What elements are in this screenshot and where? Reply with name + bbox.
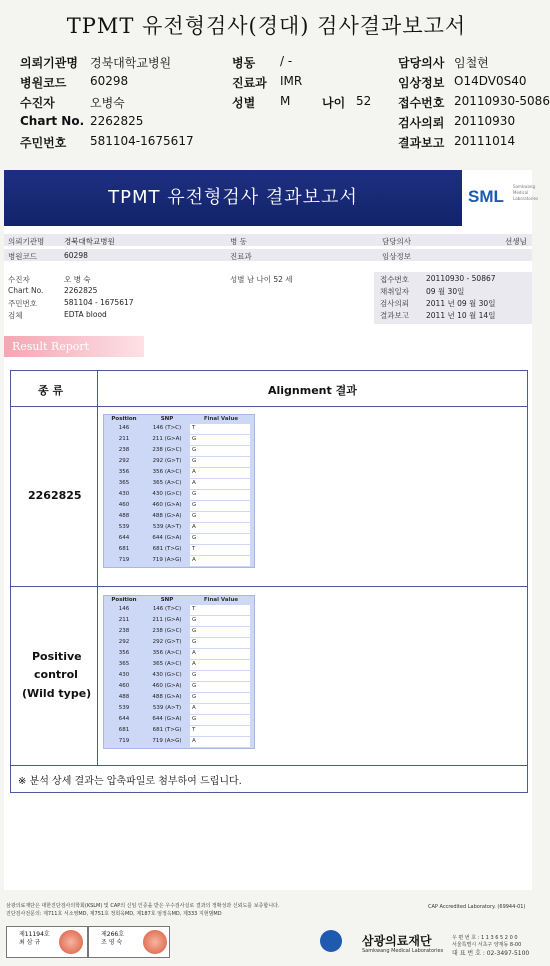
- snp-row: [104, 693, 254, 703]
- field-label: 결과보고: [398, 136, 445, 150]
- field-label: 담당의사: [398, 56, 445, 70]
- snp-header-cell: Position: [111, 416, 137, 422]
- sml-logo: SML: [468, 187, 504, 206]
- snp-cell: 365 (A>C): [152, 480, 182, 486]
- snp-cell: 539: [118, 705, 130, 711]
- stamp-2-icon: [143, 930, 167, 954]
- snp-cell: 146: [118, 606, 130, 612]
- field-label: 검사의뢰: [398, 116, 445, 130]
- snp-cell: 488: [118, 694, 130, 700]
- snp-table-patient: [103, 414, 255, 568]
- snp-cell: G: [190, 616, 250, 626]
- org-name-en: Samkwang Medical Laboratories: [362, 948, 444, 954]
- snp-cell: A: [190, 479, 250, 489]
- field-value: M: [280, 94, 291, 108]
- snp-table-control: [103, 595, 255, 749]
- snp-cell: 460: [118, 502, 130, 508]
- snp-cell: G: [190, 682, 250, 692]
- field-label: Chart No.: [8, 286, 44, 295]
- snp-row: [104, 671, 254, 681]
- doctor-label: 담당의사: [382, 237, 411, 246]
- snp-row: [104, 726, 254, 736]
- snp-cell: 365: [118, 480, 130, 486]
- field-label: 병원코드: [20, 76, 67, 90]
- field-value: 경북대학교병원: [64, 237, 115, 246]
- address-line-2: 서울특별시 서초구 양재동 8-00: [452, 942, 522, 948]
- field-label: 검사의뢰: [380, 299, 409, 308]
- snp-cell: 430: [118, 672, 130, 678]
- seal-2-name: 조 영 숙: [101, 939, 123, 946]
- snp-cell: 238: [118, 628, 130, 634]
- snp-row: [104, 490, 254, 500]
- snp-cell: T: [190, 726, 250, 736]
- snp-header-row: [104, 596, 254, 605]
- snp-row: [104, 479, 254, 489]
- snp-cell: 356: [118, 650, 130, 656]
- snp-cell: 681: [118, 727, 130, 733]
- field-label: 성별: [232, 96, 256, 110]
- snp-cell: T: [190, 605, 250, 615]
- sample-label-control-2: control: [34, 668, 78, 681]
- snp-cell: 356 (A>C): [152, 650, 182, 656]
- col-header-type: 종 류: [38, 384, 64, 397]
- snp-cell: G: [190, 638, 250, 648]
- snp-cell: G: [190, 671, 250, 681]
- snp-cell: 146 (T>C): [152, 606, 182, 612]
- report-banner: TPMT 유전형검사 결과보고서: [4, 170, 462, 226]
- org-logo-icon: [320, 930, 342, 952]
- field-label: Chart No.: [20, 114, 85, 128]
- snp-row: [104, 534, 254, 544]
- snp-cell: 681 (T>G): [152, 546, 182, 552]
- snp-row: [104, 616, 254, 626]
- snp-row: [104, 446, 254, 456]
- address-line-1: 우 편 번 호 : 1 1 3 6 5 2 0 0: [452, 935, 518, 941]
- snp-cell: 719 (A>G): [152, 738, 182, 744]
- field-value: 09 월 30일: [426, 287, 465, 296]
- footer-cap: CAP Accredited Laboratory. (69944-01): [428, 904, 526, 910]
- field-label: 주민번호: [20, 136, 67, 150]
- snp-cell: 211: [118, 436, 130, 442]
- result-report-tab: Result Report: [4, 336, 144, 357]
- snp-cell: 719: [118, 738, 130, 744]
- field-label: 접수번호: [380, 275, 409, 284]
- field-value: / -: [280, 54, 293, 68]
- snp-cell: A: [190, 556, 250, 566]
- document-title: TPMT 유전형검사(경대) 검사결과보고서: [66, 14, 467, 38]
- snp-cell: 644 (G>A): [152, 716, 182, 722]
- snp-cell: G: [190, 501, 250, 511]
- field-label: 진료과: [232, 76, 267, 90]
- snp-cell: 292 (G>T): [152, 458, 182, 464]
- snp-cell: T: [190, 545, 250, 555]
- snp-cell: 644: [118, 716, 130, 722]
- seal-1-name: 최 삼 규: [19, 939, 41, 946]
- snp-cell: 238 (G>C): [152, 447, 182, 453]
- gender-age-line: 성별 남 나이 52 세: [230, 275, 293, 284]
- snp-cell: G: [190, 627, 250, 637]
- snp-cell: A: [190, 649, 250, 659]
- field-value: 오병숙: [90, 96, 125, 110]
- snp-cell: 238 (G>C): [152, 628, 182, 634]
- sml-logo-subtitle: Samkwang Medical Laboratories: [513, 184, 539, 201]
- snp-cell: 681: [118, 546, 130, 552]
- snp-cell: 539 (A>T): [152, 524, 182, 530]
- seal-1: [6, 926, 88, 958]
- field-label: 수진자: [20, 96, 55, 110]
- address-line-3: 대 표 번 호 : 02-3497-5100: [452, 950, 530, 957]
- field-value: 60298: [64, 251, 88, 260]
- snp-cell: G: [190, 490, 250, 500]
- doctor-value: 선생님: [505, 237, 527, 246]
- snp-row: [104, 660, 254, 670]
- attachment-note: ※ 분석 상세 결과는 압축파일로 첨부하여 드립니다.: [18, 776, 242, 787]
- stamp-1-icon: [59, 930, 83, 954]
- seal-2: [88, 926, 170, 958]
- sample-label-control-3: (Wild type): [22, 687, 92, 700]
- snp-row: [104, 649, 254, 659]
- snp-cell: G: [190, 534, 250, 544]
- field-value: 오 병 숙: [64, 275, 91, 284]
- snp-cell: 430 (G>C): [152, 672, 182, 678]
- snp-cell: 211 (G>A): [152, 617, 182, 623]
- field-value: 20110930-5086: [454, 94, 550, 108]
- snp-cell: 460 (G>A): [152, 502, 182, 508]
- snp-row: [104, 627, 254, 637]
- snp-cell: 644: [118, 535, 130, 541]
- snp-cell: 356: [118, 469, 130, 475]
- field-value: O14DV0S40: [454, 74, 527, 88]
- field-label: 의뢰기관명: [8, 237, 45, 246]
- snp-cell: 430 (G>C): [152, 491, 182, 497]
- snp-row: [104, 501, 254, 511]
- note-divider: [10, 765, 528, 766]
- field-label: 임상정보: [398, 76, 445, 90]
- snp-cell: G: [190, 715, 250, 725]
- snp-cell: A: [190, 660, 250, 670]
- field-label: 진료과: [230, 252, 252, 261]
- field-label: 병동: [232, 56, 256, 70]
- snp-row: [104, 424, 254, 434]
- field-label: 결과보고: [380, 311, 409, 320]
- snp-row: [104, 715, 254, 725]
- field-value: 2011 년 09 월 30일: [426, 299, 496, 308]
- field-value: 20110930 - 50867: [426, 274, 496, 283]
- snp-cell: G: [190, 457, 250, 467]
- snp-row: [104, 523, 254, 533]
- snp-cell: 460: [118, 683, 130, 689]
- field-label: 주민번호: [8, 299, 37, 308]
- sample-label-control-1: Positive: [32, 650, 82, 663]
- snp-cell: A: [190, 468, 250, 478]
- field-label: 검체: [8, 311, 23, 320]
- snp-cell: 365 (A>C): [152, 661, 182, 667]
- field-value: 581104-1675617: [90, 134, 194, 148]
- col-divider: [97, 370, 98, 765]
- snp-cell: 430: [118, 491, 130, 497]
- field-value: 경북대학교병원: [90, 56, 172, 70]
- field-value: EDTA blood: [64, 310, 107, 319]
- snp-cell: 365: [118, 661, 130, 667]
- field-value: 2011 년 10 월 14일: [426, 311, 496, 320]
- snp-header-cell: Final Value: [203, 416, 239, 422]
- field-value: 임철현: [454, 56, 489, 70]
- snp-cell: 211: [118, 617, 130, 623]
- snp-cell: 460 (G>A): [152, 683, 182, 689]
- snp-row: [104, 737, 254, 747]
- col-header-result: Alignment 결과: [268, 384, 357, 397]
- field-value: 60298: [90, 74, 129, 88]
- field-value: 581104 - 1675617: [64, 298, 134, 307]
- snp-row: [104, 545, 254, 555]
- snp-cell: 644 (G>A): [152, 535, 182, 541]
- snp-header-row: [104, 415, 254, 424]
- field-value: 20110930: [454, 114, 516, 128]
- seal-2-number: 제266호: [101, 931, 125, 938]
- snp-header-cell: SNP: [160, 416, 174, 422]
- field-label: 병원코드: [8, 252, 37, 261]
- snp-cell: A: [190, 523, 250, 533]
- snp-cell: 211 (G>A): [152, 436, 182, 442]
- snp-cell: 292 (G>T): [152, 639, 182, 645]
- snp-cell: 146: [118, 425, 130, 431]
- snp-cell: G: [190, 512, 250, 522]
- snp-header-cell: Position: [111, 597, 137, 603]
- sample-label-patient: 2262825: [28, 489, 82, 502]
- snp-cell: 719: [118, 557, 130, 563]
- field-value: 20111014: [454, 134, 516, 148]
- snp-row: [104, 435, 254, 445]
- row-divider: [10, 586, 528, 587]
- header-divider: [10, 406, 528, 407]
- age-label: 나이: [322, 96, 346, 110]
- snp-cell: 356 (A>C): [152, 469, 182, 475]
- snp-cell: G: [190, 435, 250, 445]
- snp-cell: 488: [118, 513, 130, 519]
- snp-row: [104, 638, 254, 648]
- snp-header-cell: SNP: [160, 597, 174, 603]
- field-label: 접수번호: [398, 96, 445, 110]
- field-value: 2262825: [90, 114, 144, 128]
- snp-cell: G: [190, 693, 250, 703]
- snp-cell: 539 (A>T): [152, 705, 182, 711]
- snp-row: [104, 556, 254, 566]
- snp-cell: 488 (G>A): [152, 694, 182, 700]
- field-label: 수진자: [8, 275, 30, 284]
- sml-logo-box: [462, 170, 539, 226]
- age-value: 52: [356, 94, 372, 108]
- result-table: [10, 370, 528, 793]
- footer-doctors: 진단검사전문의: 제711호 서소영MD, 제751호 정희욱MD, 제187호 엄정옥MD, 제333 지현범MD: [6, 911, 222, 917]
- snp-cell: 146 (T>C): [152, 425, 182, 431]
- field-value: 2262825: [64, 286, 98, 295]
- snp-cell: 719 (A>G): [152, 557, 182, 563]
- snp-cell: G: [190, 446, 250, 456]
- clinical-info-label: 임상정보: [382, 252, 411, 261]
- snp-header-cell: Final Value: [203, 597, 239, 603]
- snp-row: [104, 468, 254, 478]
- snp-row: [104, 512, 254, 522]
- snp-cell: 292: [118, 458, 130, 464]
- seal-1-number: 제11194호: [19, 931, 50, 938]
- footer-certification: 삼광의료재단은 대한진단검사의학회(KSLM) 및 CAP의 신임 인증을 받은 우수검사실로 결과의 정확성과 신뢰도를 보증합니다.: [6, 903, 280, 909]
- snp-cell: A: [190, 737, 250, 747]
- snp-cell: A: [190, 704, 250, 714]
- org-name: 삼광의료재단: [362, 934, 432, 948]
- snp-cell: 292: [118, 639, 130, 645]
- field-label: 채취일자: [380, 287, 409, 296]
- snp-cell: 681 (T>G): [152, 727, 182, 733]
- snp-row: [104, 457, 254, 467]
- field-value: IMR: [280, 74, 303, 88]
- snp-cell: 238: [118, 447, 130, 453]
- field-label: 병 동: [230, 237, 247, 246]
- snp-cell: 488 (G>A): [152, 513, 182, 519]
- snp-row: [104, 682, 254, 692]
- snp-row: [104, 605, 254, 615]
- snp-row: [104, 704, 254, 714]
- snp-cell: T: [190, 424, 250, 434]
- field-label: 의뢰기관명: [20, 56, 78, 70]
- snp-cell: 539: [118, 524, 130, 530]
